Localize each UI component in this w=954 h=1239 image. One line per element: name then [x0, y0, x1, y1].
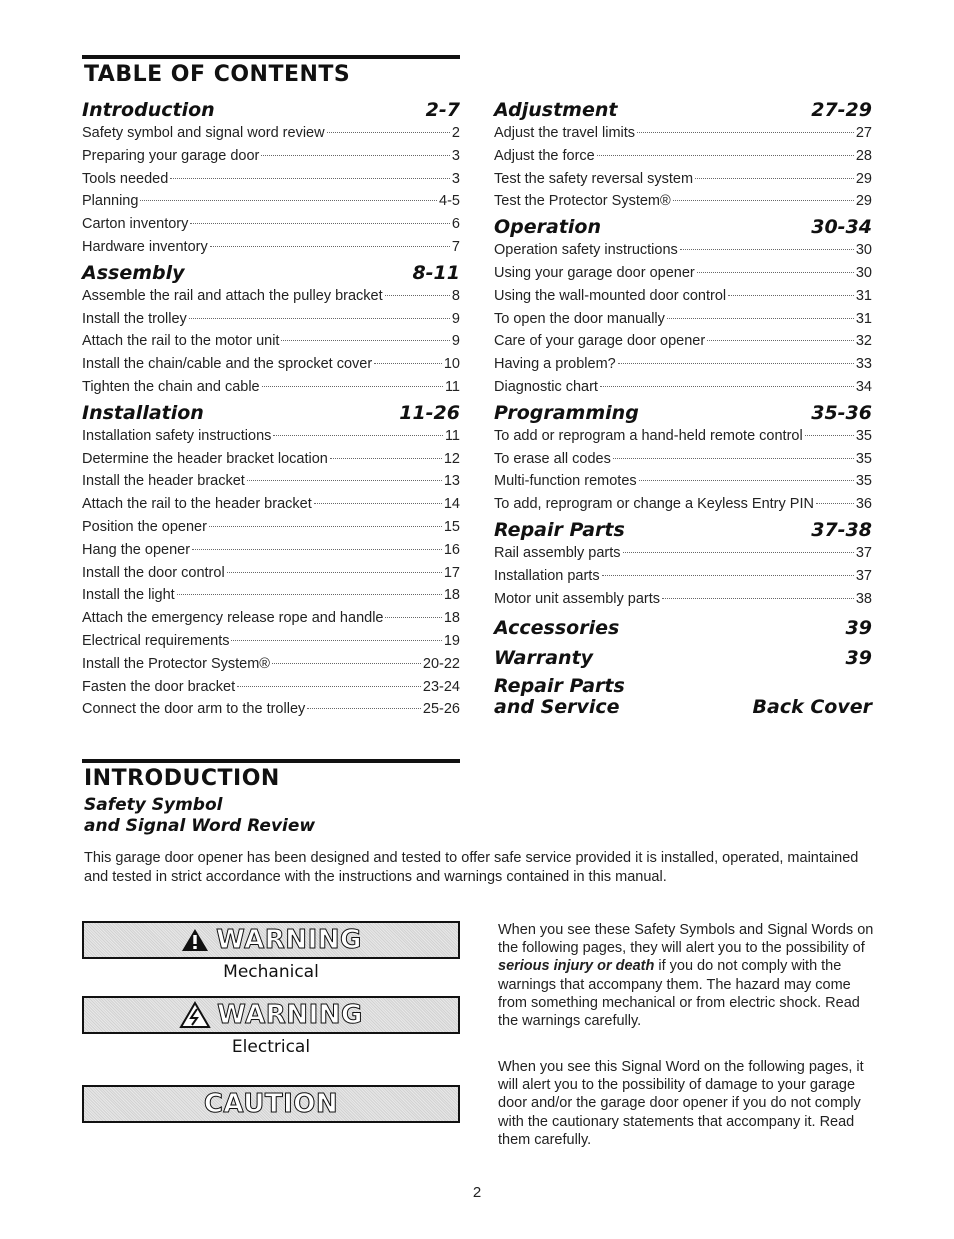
dot-leader — [210, 246, 450, 247]
dot-leader — [374, 363, 442, 364]
toc-entry[interactable] — [82, 539, 460, 562]
toc-entry[interactable] — [494, 353, 872, 376]
toc-entry-label: Operation safety instructions — [494, 242, 678, 259]
dot-leader — [237, 686, 421, 687]
toc-entry[interactable] — [82, 425, 460, 448]
dot-leader — [618, 363, 854, 364]
dot-leader — [330, 458, 442, 459]
toc-entry[interactable] — [82, 376, 460, 399]
dot-leader — [613, 458, 854, 459]
toc-entry-label: Safety symbol and signal word review — [82, 125, 325, 141]
dot-leader — [140, 200, 437, 201]
toc-entry-page: 33 — [855, 356, 872, 373]
toc-top-rule — [82, 55, 460, 59]
toc-entry-label: Install the trolley — [82, 310, 187, 327]
toc-entry-page: 30 — [855, 242, 872, 259]
toc-section-operation[interactable] — [494, 215, 872, 239]
toc-entry[interactable] — [494, 168, 872, 191]
toc-entry-page: 11 — [444, 427, 460, 444]
toc-section-accessories[interactable] — [494, 616, 872, 640]
toc-entry[interactable] — [82, 353, 460, 376]
intro-top-rule — [82, 759, 460, 763]
toc-entry-page: 30 — [855, 264, 872, 281]
toc-section-assembly[interactable] — [82, 261, 460, 285]
toc-section-programming[interactable] — [494, 401, 872, 425]
caution-box — [82, 1085, 460, 1123]
mechanical-label: Mechanical — [223, 962, 319, 982]
dot-leader — [209, 526, 442, 527]
dot-leader — [816, 503, 854, 504]
toc-entry[interactable] — [494, 493, 872, 516]
warning-word: WARNING — [216, 925, 362, 955]
toc-entry-label: Adjust the travel limits — [494, 125, 636, 141]
dot-leader — [281, 340, 449, 341]
toc-entry-page: 7 — [451, 238, 460, 255]
toc-entry-label: Test the Protector System® — [494, 193, 671, 210]
dot-leader — [728, 295, 854, 296]
toc-entry-page: 3 — [451, 147, 460, 164]
toc-entry-page: 20-22 — [422, 655, 460, 672]
dot-leader — [637, 132, 854, 133]
toc-left-column — [82, 98, 460, 721]
toc-section-repair-service[interactable] — [494, 676, 872, 718]
toc-entry[interactable] — [82, 516, 460, 539]
toc-entry-page: 12 — [443, 450, 460, 467]
toc-entry[interactable] — [494, 565, 872, 588]
dot-leader — [273, 435, 443, 436]
toc-section-adjustment[interactable] — [494, 98, 872, 122]
dot-leader — [707, 340, 854, 341]
toc-entry-label: Attach the emergency release rope and handle — [82, 610, 384, 627]
toc-section-pages: 37-38 — [811, 518, 872, 541]
dot-leader — [697, 272, 854, 273]
toc-entry[interactable] — [494, 308, 872, 331]
warning-mechanical-box — [82, 921, 460, 959]
toc-entry[interactable] — [494, 330, 872, 353]
toc-entry-label: Install the Protector System® — [82, 655, 270, 672]
toc-entry-page: 4-5 — [439, 193, 460, 210]
toc-entry[interactable] — [82, 653, 460, 676]
toc-entry-page: 34 — [855, 378, 872, 395]
dot-leader — [262, 386, 443, 387]
toc-entry[interactable] — [82, 168, 460, 191]
toc-entry[interactable] — [494, 285, 872, 308]
toc-entry-page: 35 — [855, 427, 872, 444]
caution-word: CAUTION — [203, 1089, 339, 1119]
toc-section-title: and Service — [494, 696, 620, 719]
toc-entry[interactable] — [82, 607, 460, 630]
toc-section-repair-parts[interactable] — [494, 518, 872, 542]
toc-entry[interactable] — [82, 330, 460, 353]
toc-entry-label: Attach the rail to the motor unit — [82, 333, 280, 350]
toc-section-introduction[interactable] — [82, 98, 460, 122]
dot-leader — [602, 575, 854, 576]
toc-section-installation[interactable] — [82, 401, 460, 425]
electrical-warning-icon — [179, 1001, 211, 1029]
dot-leader — [673, 200, 854, 201]
dot-leader — [805, 435, 854, 436]
toc-entry[interactable] — [494, 376, 872, 399]
intro-paragraph: This garage door opener has been designed and tested to offer safe service provided it is installed, operated, maintained and tested in strict accordance with the instructions and warnings contained in this manual. — [84, 850, 859, 885]
toc-entry-page: 37 — [855, 544, 872, 561]
toc-entry-page: 14 — [443, 496, 460, 513]
toc-entry-page: 18 — [443, 587, 460, 604]
toc-entry-label: Test the safety reversal system — [494, 170, 694, 187]
toc-section-title: Operation — [494, 216, 602, 239]
toc-entry-page: 35 — [855, 473, 872, 490]
toc-entry-label: Using your garage door opener — [494, 264, 695, 281]
toc-entry[interactable] — [82, 285, 460, 308]
dot-leader — [177, 594, 442, 595]
dot-leader — [190, 223, 450, 224]
toc-title: TABLE OF CONTENTS — [84, 62, 351, 87]
dot-leader — [170, 178, 450, 179]
toc-entry-page: 9 — [451, 310, 460, 327]
toc-entry[interactable] — [82, 562, 460, 585]
toc-section-warranty[interactable] — [494, 646, 872, 670]
toc-entry-label: Attach the rail to the header bracket — [82, 496, 312, 513]
toc-entry[interactable] — [494, 425, 872, 448]
toc-section-pages: 11-26 — [399, 401, 460, 424]
dot-leader — [247, 480, 442, 481]
toc-entry-page: 31 — [855, 287, 872, 304]
toc-entry[interactable] — [82, 493, 460, 516]
toc-entry[interactable] — [494, 588, 872, 611]
toc-entry-label: Planning — [82, 193, 139, 210]
toc-entry-page: 9 — [451, 333, 460, 350]
dot-leader — [272, 663, 421, 664]
toc-entry-page: 35 — [855, 450, 872, 467]
toc-entry[interactable] — [82, 470, 460, 493]
caution-explanation: When you see this Signal Word on the following pages, it will alert you to the possibility of damage to your garage door and/or the garage door opener if you do not comply with the cautionary statements that accompany it. Read them carefully. — [498, 1059, 864, 1148]
toc-entry-page: 36 — [855, 496, 872, 513]
toc-section-pages: 2-7 — [425, 99, 460, 121]
toc-entry-label: Tools needed — [82, 170, 169, 187]
toc-section-title: Introduction — [82, 99, 215, 121]
toc-section-title: Installation — [82, 401, 204, 424]
toc-entry-label: Installation safety instructions — [82, 427, 272, 444]
toc-section-pages: 27-29 — [811, 99, 872, 121]
intro-title: INTRODUCTION — [84, 766, 280, 791]
toc-entry[interactable] — [494, 190, 872, 213]
toc-section-pages: 35-36 — [811, 401, 872, 424]
toc-entry-page: 8 — [451, 287, 460, 304]
dot-leader — [231, 640, 441, 641]
dot-leader — [261, 155, 450, 156]
toc-entry-page: 23-24 — [422, 678, 460, 695]
toc-entry[interactable] — [494, 262, 872, 285]
toc-entry-label: Electrical requirements — [82, 632, 230, 649]
toc-entry[interactable] — [82, 676, 460, 699]
toc-section-title: Adjustment — [494, 99, 618, 121]
toc-entry-label: To open the door manually — [494, 310, 665, 327]
toc-entry[interactable] — [82, 236, 460, 259]
intro-subtitle-line: and Signal Word Review — [84, 816, 316, 836]
toc-section-pages: 30-34 — [811, 216, 872, 239]
toc-entry[interactable] — [494, 145, 872, 168]
signal-word — [180, 925, 362, 955]
toc-entry[interactable] — [82, 213, 460, 236]
dot-leader — [314, 503, 442, 504]
toc-entry-label: Hang the opener — [82, 541, 191, 558]
emphasis-text: serious injury or death — [498, 958, 655, 975]
toc-entry[interactable] — [494, 239, 872, 262]
warning-word: WARNING — [217, 1000, 363, 1030]
dot-leader — [385, 295, 450, 296]
toc-entry[interactable] — [82, 448, 460, 471]
toc-entry-page: 17 — [443, 564, 460, 581]
toc-entry[interactable] — [82, 190, 460, 213]
dot-leader — [623, 552, 854, 553]
toc-entry-label: Tighten the chain and cable — [82, 378, 260, 395]
toc-entry-label: Install the light — [82, 587, 175, 604]
toc-entry-label: Care of your garage door opener — [494, 333, 706, 350]
toc-entry-page: 38 — [855, 590, 872, 607]
toc-entry-page: 3 — [451, 170, 460, 187]
toc-entry[interactable] — [82, 122, 460, 145]
dot-leader — [597, 155, 854, 156]
toc-right-column — [494, 98, 872, 718]
electrical-label: Electrical — [231, 1037, 311, 1057]
toc-entry[interactable] — [494, 542, 872, 565]
dot-leader — [189, 318, 450, 319]
intro-subtitle — [84, 795, 315, 837]
toc-entry-page: 25-26 — [422, 701, 460, 718]
toc-entry-label: Having a problem? — [494, 356, 616, 373]
dot-leader — [695, 178, 854, 179]
toc-entry-label: Install the chain/cable and the sprocket cover — [82, 356, 373, 373]
warning-explanation-text: When you see these Safety Symbols and Signal Words on the following pages, they will alert you to the possibility of — [498, 922, 874, 957]
toc-entry-page: 16 — [443, 541, 460, 558]
toc-entry-label: Adjust the force — [494, 147, 595, 164]
toc-entry-label: Determine the header bracket location — [82, 450, 328, 467]
toc-entry-page: 37 — [855, 567, 872, 584]
toc-entry-label: Diagnostic chart — [494, 378, 598, 395]
toc-section-title: Repair Parts — [494, 675, 625, 698]
toc-section-title: Accessories — [494, 617, 620, 640]
toc-section-pages: 39 — [845, 647, 872, 670]
toc-entry-label: To add, reprogram or change a Keyless Entry PIN — [494, 496, 814, 513]
toc-entry-page: 13 — [443, 473, 460, 490]
toc-entry-page: 29 — [855, 193, 872, 210]
toc-entry-label: Hardware inventory — [82, 238, 208, 255]
toc-entry-page: 18 — [443, 610, 460, 627]
toc-entry-label: Multi-function remotes — [494, 473, 637, 490]
toc-entry-page: 32 — [855, 333, 872, 350]
toc-entry[interactable] — [82, 145, 460, 168]
toc-section-title: Repair Parts — [494, 518, 625, 541]
toc-entry[interactable] — [494, 470, 872, 493]
warning-triangle-icon — [180, 927, 210, 953]
toc-section-title: Programming — [494, 401, 639, 424]
warning-electrical-box — [82, 996, 460, 1034]
toc-entry-label: Using the wall-mounted door control — [494, 287, 727, 304]
signal-word — [179, 1000, 363, 1030]
toc-entry-label: Rail assembly parts — [494, 544, 621, 561]
toc-section-title: Assembly — [82, 261, 185, 284]
toc-entry-label: Installation parts — [494, 567, 600, 584]
toc-entry-label: To erase all codes — [494, 450, 611, 467]
dot-leader — [662, 598, 854, 599]
toc-entry-label: Motor unit assembly parts — [494, 590, 661, 607]
toc-section-pages: 8-11 — [412, 261, 460, 284]
dot-leader — [639, 480, 854, 481]
dot-leader — [192, 549, 442, 550]
toc-entry-label: Carton inventory — [82, 216, 189, 233]
toc-entry[interactable] — [494, 122, 872, 145]
dot-leader — [385, 617, 441, 618]
toc-entry[interactable] — [82, 698, 460, 721]
toc-entry-page: 2 — [451, 125, 460, 141]
dot-leader — [600, 386, 854, 387]
warning-explanation-text: if you do not comply with the warnings that accompany them. The hazard may come from something mechanical or from electric shock. Read the warnings carefully. — [498, 958, 860, 1030]
toc-entry-page: 11 — [444, 378, 460, 395]
toc-entry-page: 31 — [855, 310, 872, 327]
toc-entry-page: 10 — [443, 356, 460, 373]
toc-entry[interactable] — [82, 308, 460, 331]
toc-entry-label: Preparing your garage door — [82, 147, 260, 164]
intro-subtitle-line: Safety Symbol — [84, 795, 223, 815]
toc-entry-label: Install the door control — [82, 564, 225, 581]
toc-entry-page: 28 — [855, 147, 872, 164]
dot-leader — [680, 249, 854, 250]
toc-section-pages: 39 — [845, 617, 872, 640]
toc-entry-label: Position the opener — [82, 518, 207, 535]
toc-entry[interactable] — [82, 630, 460, 653]
toc-section-title: Warranty — [494, 647, 594, 670]
dot-leader — [327, 132, 450, 133]
toc-entry[interactable] — [82, 584, 460, 607]
dot-leader — [227, 572, 442, 573]
toc-entry-page: 6 — [451, 216, 460, 233]
toc-entry-label: Assemble the rail and attach the pulley bracket — [82, 287, 383, 304]
toc-entry-page: 29 — [855, 170, 872, 187]
warning-explanation — [498, 921, 878, 1030]
toc-entry-label: Connect the door arm to the trolley — [82, 701, 306, 718]
page-number: 2 — [472, 1184, 482, 1201]
toc-section-pages: Back Cover — [752, 696, 872, 719]
toc-entry-page: 15 — [443, 518, 460, 535]
toc-entry[interactable] — [494, 448, 872, 471]
toc-entry-label: To add or reprogram a hand-held remote control — [494, 427, 803, 444]
toc-entry-page: 27 — [855, 125, 872, 141]
toc-entry-label: Fasten the door bracket — [82, 678, 236, 695]
toc-entry-label: Install the header bracket — [82, 473, 245, 490]
toc-entry-page: 19 — [443, 632, 460, 649]
dot-leader — [307, 708, 421, 709]
dot-leader — [667, 318, 854, 319]
